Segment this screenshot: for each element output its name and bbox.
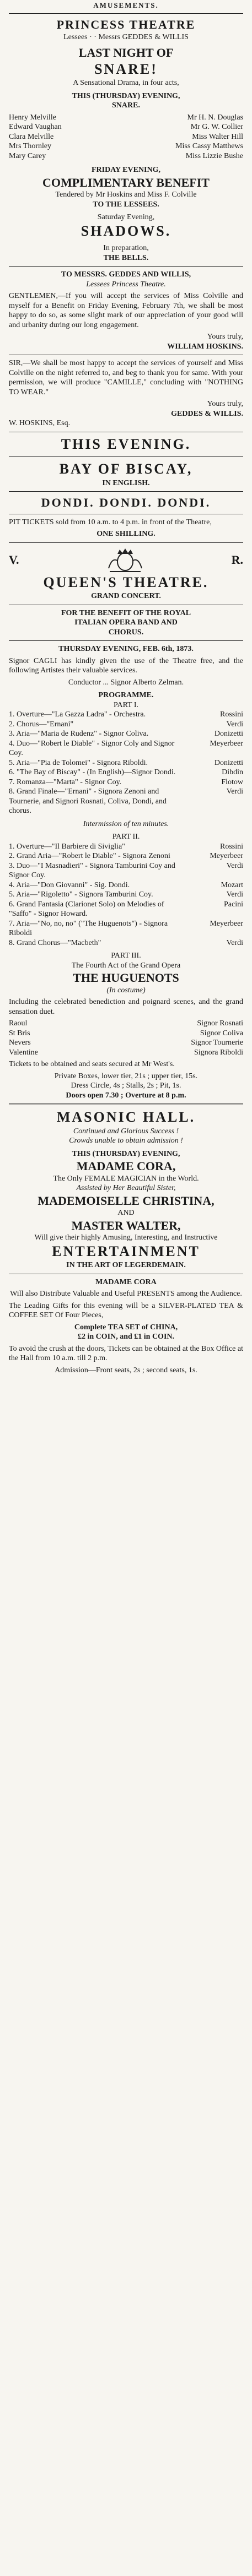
programme-item-left: 2. Chorus—"Ernani" — [9, 720, 74, 729]
cast-row — [9, 122, 243, 132]
divider — [9, 491, 243, 492]
masonic-l16: Complete TEA SET of CHINA, — [74, 1323, 178, 1332]
in-english: IN ENGLISH. — [102, 479, 150, 487]
divider — [9, 266, 243, 267]
programme-item-right: Donizetti — [214, 758, 243, 767]
cast-row-right: Miss Walter Hill — [192, 132, 243, 141]
programme-item — [9, 758, 243, 768]
cast-row-right: Miss Lizzie Bushe — [185, 151, 243, 160]
snare-subtitle: SNARE. — [112, 101, 140, 110]
programme-item-left: 6. "The Bay of Biscay" - (In English)—Signor Dondi. — [9, 768, 176, 777]
benefit-line2: ITALIAN OPERA BAND AND — [74, 618, 178, 627]
part3-desc: Including the celebrated benediction and poignard scenes, and the grand sensation duet. — [9, 998, 243, 1016]
programme-item-left: 8. Grand Finale—"Ernani" - Signora Zenoni and Tournerie, and Signori Rosnati, Coliva, Dondi, and chorus. — [9, 787, 167, 816]
royal-crest-icon — [103, 546, 147, 574]
programme-item-right: Verdi — [226, 787, 243, 796]
programme-heading: PROGRAMME. — [98, 691, 154, 700]
letter1-yours: Yours truly, — [207, 333, 243, 341]
letter2-yours: Yours truly, — [207, 400, 243, 409]
programme-item-right: Verdi — [226, 720, 243, 729]
programme-item — [9, 900, 243, 919]
programme-item — [9, 787, 243, 816]
programme-item-left: 5. Aria—"Pia de Tolomei" - Signora Riboldi. — [9, 758, 148, 767]
cast-row — [9, 1048, 243, 1058]
masonic-l3: THIS (THURSDAY) EVENING, — [72, 1149, 180, 1158]
cast-row — [9, 132, 243, 142]
huguenots-cast — [9, 1019, 243, 1057]
saturday-evening: Saturday Evening, — [97, 213, 155, 222]
programme-item — [9, 710, 243, 720]
cast-row-left: Edward Vaughan — [9, 123, 62, 132]
queens-title: QUEEN'S THEATRE. — [43, 574, 209, 590]
masonic-l19: Admission—Front seats, 2s ; second seats, 1s. — [55, 1366, 197, 1374]
divider — [9, 640, 243, 641]
masonic-l10: Will give their highly Amusing, Interesting, and Instructive — [34, 1233, 218, 1242]
divider — [9, 542, 243, 543]
cast-row-right: Signora Riboldi — [194, 1048, 243, 1057]
snare-title: SNARE! — [94, 61, 158, 77]
cast-row-right: Miss Cassy Matthews — [175, 142, 243, 151]
section-header: AMUSEMENTS. — [93, 1, 159, 9]
cast-row-left: Raoul — [9, 1019, 28, 1028]
huguenots-title: THE HUGUENOTS — [73, 971, 179, 985]
cast-row — [9, 1029, 243, 1039]
friday-evening: FRIDAY EVENING, — [92, 166, 160, 175]
programme-item-left: 7. Aria—"No, no, no" ("The Huguenots") - Signora Riboldi — [9, 919, 168, 938]
letter2-signature: GEDDES & WILLIS. — [171, 409, 243, 418]
programme-item-right: Meyerbeer — [210, 852, 243, 861]
this-evening: THIS EVENING. — [61, 436, 191, 452]
masonic-l5: The Only FEMALE MAGICIAN in the World. — [53, 1174, 199, 1183]
conductor: Conductor ... Signor Alberto Zelman. — [68, 678, 184, 687]
in-costume: (In costume) — [106, 986, 146, 994]
letters — [9, 270, 243, 428]
programme-item-right: Mozart — [221, 881, 243, 889]
letter1-body: GENTLEMEN,—If you will accept the services of Miss Colville and myself for a Benefit on Friday Evening, February 7th, we shall be most happy to do so, as some slight mark of our appreciation of your good will and urbanity during our long engagement. — [9, 292, 243, 329]
tickets-info: Tickets to be obtained and seats secured at Mr West's. — [9, 1060, 175, 1069]
programme-item-right: Rossini — [219, 842, 243, 851]
cast-row-right: Signor Rosnati — [197, 1019, 243, 1028]
doors-open: Doors open 7.30 ; Overture at 8 p.m. — [66, 1091, 186, 1100]
masonic-l15: The Leading Gifts for this evening will be a SILVER-PLATED TEA & COFFEE SET Of Four Pieces, — [9, 1301, 243, 1320]
masonic-l8: AND — [117, 1209, 135, 1218]
programme-item-left: 3. Duo—"I Masnadieri" - Signora Tamburini Coy and Signor Coy. — [9, 861, 175, 880]
letter1-signature: WILLIAM HOSKINS. — [167, 342, 243, 351]
one-shilling: ONE SHILLING. — [96, 530, 156, 539]
programme-item-right: Verdi — [226, 938, 243, 947]
masonic-l17: £2 in COIN, and £1 in COIN. — [77, 1333, 175, 1341]
bay-of-biscay: BAY OF BISCAY, — [59, 461, 193, 477]
part3-line1: The Fourth Act of the Grand Opera — [71, 961, 181, 970]
programme-item-right: Meyerbeer — [210, 739, 243, 748]
cast-row-left: Mrs Thornley — [9, 142, 52, 151]
programme-item — [9, 851, 243, 861]
programme-item-left: 1. Overture—"La Gazza Ladra" - Orchestra. — [9, 710, 146, 719]
programme-item — [9, 861, 243, 881]
madame-cora: MADAME CORA, — [76, 1159, 176, 1173]
shadows-title: SHADOWS. — [81, 222, 171, 239]
madame-cora-2: MADAME CORA — [95, 1278, 157, 1286]
programme-item-left: 7. Romanza—"Marta" - Signor Coy. — [9, 778, 122, 786]
intermission: Intermission of ten minutes. — [83, 819, 169, 828]
cast-row-left: Valentine — [9, 1048, 38, 1057]
programme-item — [9, 890, 243, 900]
benefit-line3: CHORUS. — [108, 628, 144, 637]
princess-theatre-ad — [9, 17, 243, 263]
programme-item-left: 8. Grand Chorus—"Macbeth" — [9, 938, 101, 947]
part2-heading: PART II. — [112, 833, 140, 841]
cast-row — [9, 1038, 243, 1048]
programme-item — [9, 919, 243, 938]
grand-concert: GRAND CONCERT. — [91, 592, 161, 601]
programme-item-right: Donizetti — [214, 730, 243, 738]
short-ads — [9, 436, 243, 539]
masonic-l14: Will also Distribute Valuable and Useful PRESENTS among the Audience. — [10, 1290, 242, 1298]
entertainment: ENTERTAINMENT — [52, 1243, 200, 1259]
masonic-l18: To avoid the crush at the doors, Tickets can be obtained at the Box Office at the Hall from 10 a.m. till 2 p.m. — [9, 1344, 243, 1363]
programme-item-left: 4. Aria—"Don Giovanni" - Sig. Dondi. — [9, 881, 130, 889]
programme-item-left: 6. Grand Fantasia (Clarionet Solo) on Melodies of "Saffo" - Signor Howard. — [9, 900, 164, 919]
masonic-l6: Assisted by Her Beautiful Sister, — [76, 1184, 176, 1193]
tendered-by: Tendered by Mr Hoskins and Miss F. Colville — [55, 191, 197, 199]
cast-row-left: Nevers — [9, 1039, 31, 1047]
part1-heading: PART I. — [113, 700, 139, 709]
cast-row-left: Mary Carey — [9, 151, 46, 160]
complimentary-benefit: COMPLIMENTARY BENEFIT — [42, 175, 210, 189]
newspaper-column — [9, 0, 243, 1375]
programme-item-right: Rossini — [219, 710, 243, 719]
programme-item-left: 2. Grand Aria—"Robert le Diable" - Signora Zenoni — [9, 852, 170, 861]
masonic-hall-ad — [9, 1108, 243, 1375]
letter1-to: TO MESSRS. GEDDES AND WILLIS, — [61, 270, 191, 279]
masonic-l2: Crowds unable to obtain admission ! — [69, 1137, 183, 1145]
programme-item-left: 5. Aria—"Rigoletto" - Signora Tamburini Coy. — [9, 890, 153, 899]
letter2-body: SIR,—We shall be most happy to accept the services of yourself and Miss Colville on the night referred to, and beg to thank you for same. With your permission, we will produce "CAMILLE," concluding with "NOTHING TO WEAR." — [9, 359, 243, 396]
programme-item-right: Verdi — [226, 861, 243, 870]
queens-theatre-ad — [9, 546, 243, 1101]
cast-list — [9, 113, 243, 161]
last-night: LAST NIGHT OF — [78, 46, 174, 60]
cast-row-left: St Bris — [9, 1029, 30, 1037]
programme-item — [9, 778, 243, 787]
benefit-line1: FOR THE BENEFIT OF THE ROYAL — [61, 608, 191, 617]
programme-item — [9, 938, 243, 948]
cast-row-right: Signor Coliva — [200, 1029, 243, 1037]
mlle-christina: MADEMOISELLE CHRISTINA, — [37, 1193, 215, 1208]
cast-row — [9, 113, 243, 123]
cast-row — [9, 1019, 243, 1029]
prices-boxes: Private Boxes, lower tier, 21s ; upper tier, 15s. — [54, 1072, 198, 1080]
dondi: DONDI. DONDI. DONDI. — [41, 496, 211, 510]
masonic-l1: Continued and Glorious Success ! — [73, 1127, 179, 1135]
royal-cipher-r: R. — [231, 553, 243, 567]
programme-item-left: 4. Duo—"Robert le Diable" - Signor Coly and Signor Coy. — [9, 739, 175, 758]
thursday-evening: THIS (THURSDAY) EVENING, — [72, 91, 180, 100]
letter2-to: W. HOSKINS, Esq. — [9, 419, 71, 428]
programme-item — [9, 768, 243, 778]
programme-item-right: Dibdin — [222, 768, 243, 777]
divider — [9, 13, 243, 14]
cast-row — [9, 142, 243, 151]
cast-row-left: Henry Melville — [9, 113, 56, 122]
concert-intro: Signor CAGLI has kindly given the use of the Theatre free, and the following Artistes their valuable services. — [9, 656, 243, 675]
programme-item-right: Verdi — [226, 890, 243, 899]
programme-item — [9, 739, 243, 758]
to-lessees: TO THE LESSEES. — [93, 200, 159, 209]
programme-item-right: Pacini — [224, 900, 243, 909]
letter1-to-sub: Lessees Princess Theatre. — [86, 280, 166, 289]
masonic-title: MASONIC HALL. — [56, 1109, 196, 1126]
princess-lessees: Lessees · · Messrs GEDDES & WILLIS — [63, 32, 189, 41]
part2-list — [9, 842, 243, 948]
programme-item — [9, 729, 243, 739]
pit-tickets: PIT TICKETS sold from 10 a.m. to 4 p.m. in front of the Theatre, — [9, 518, 212, 526]
divider — [9, 1104, 243, 1105]
programme-item — [9, 881, 243, 890]
programme-item-left: 3. Aria—"Maria de Rudenz" - Signor Coliva. — [9, 730, 149, 738]
cast-row-right: Signor Tournerie — [191, 1039, 243, 1047]
programme-item-right: Flotow — [221, 778, 243, 786]
cast-row — [9, 151, 243, 161]
cast-row-right: Mr G. W. Collier — [190, 123, 243, 132]
programme-item-left: 1. Overture—"Il Barbiere di Siviglia" — [9, 842, 125, 851]
programme-item — [9, 720, 243, 730]
part3-heading: PART III. — [111, 952, 141, 960]
cast-row-right: Mr H. N. Douglas — [187, 113, 243, 122]
the-bells: THE BELLS. — [103, 253, 149, 262]
cast-row-left: Clara Melville — [9, 132, 54, 141]
divider — [9, 456, 243, 457]
concert-date: THURSDAY EVENING, FEB. 6th, 1873. — [58, 645, 194, 654]
legerdemain: IN THE ART OF LEGERDEMAIN. — [66, 1261, 186, 1270]
master-walter: MASTER WALTER, — [71, 1218, 181, 1232]
in-preparation: In preparation, — [103, 244, 149, 253]
part1-list — [9, 710, 243, 816]
programme-item — [9, 842, 243, 852]
princess-title: PRINCESS THEATRE — [56, 18, 196, 32]
prices-seats: Dress Circle, 4s ; Stalls, 2s ; Pit, 1s. — [71, 1082, 181, 1090]
drama-desc: A Sensational Drama, in four acts, — [73, 79, 179, 88]
programme-item-right: Meyerbeer — [210, 919, 243, 928]
royal-cipher-v: V. — [9, 553, 19, 567]
